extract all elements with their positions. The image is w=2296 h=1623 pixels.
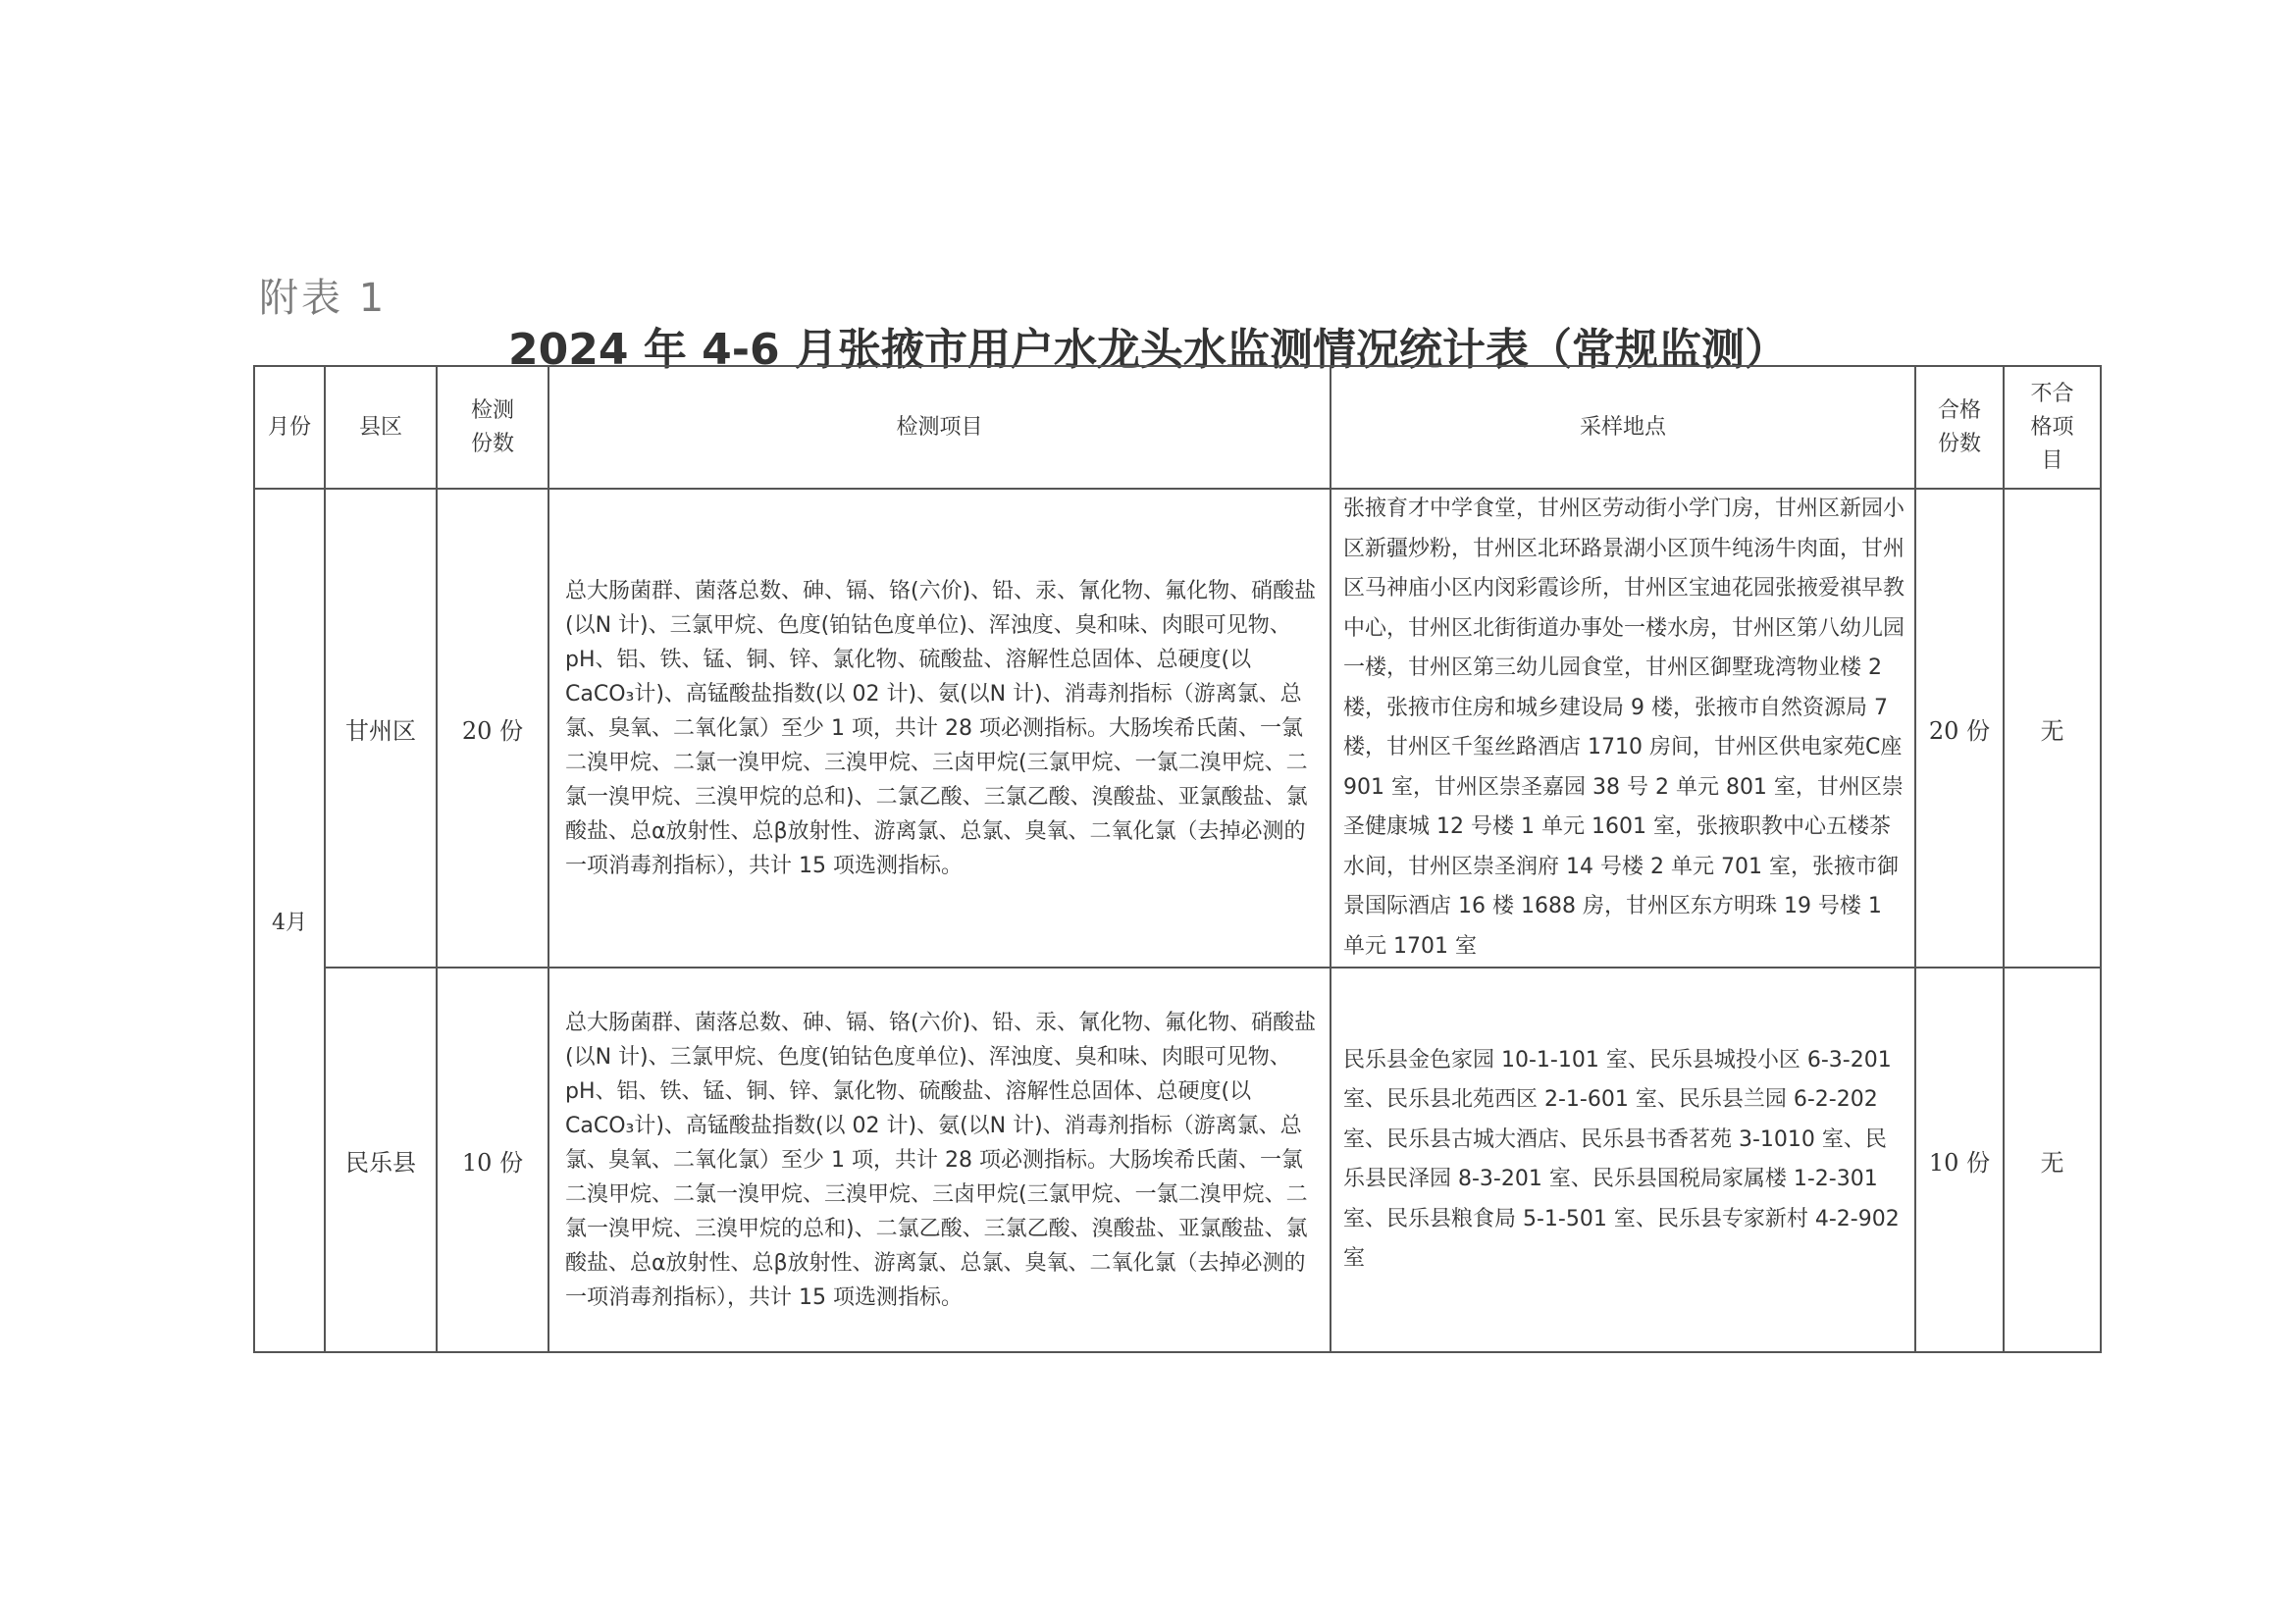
table-row — [254, 968, 2101, 1352]
county-cell: 民乐县 — [325, 968, 437, 1352]
test-items-cell: 总大肠菌群、菌落总数、砷、镉、铬(六价)、铅、汞、氰化物、氟化物、硝酸盐(以N 计)、三氯甲烷、色度(铂钴色度单位)、浑浊度、臭和味、肉眼可见物、pH、铝、铁、锰、铜、锌、氯化物、硫酸盐、溶解性总固体、总硬度(以CaCO₃计)、高锰酸盐指数(以 02 计)、氨(以N 计)、消毒剂指标（游离氯、总氯、臭氧、二氧化氯）至少 1 项，共计 28 项必测指标。大肠埃希氏菌、一氯二溴甲烷、二氯一溴甲烷、三溴甲烷、三卤甲烷(三氯甲烷、一氯二溴甲烷、二氯一溴甲烷、三溴甲烷的总和)、二氯乙酸、三氯乙酸、溴酸盐、亚氯酸盐、氯酸盐、总α放射性、总β放射性、游离氯、总氯、臭氧、二氧化氯（去掉必测的一项消毒剂指标），共计 15 项选测指标。 — [548, 968, 1331, 1352]
table-header-row — [254, 366, 2101, 489]
test-count-cell: 10 份 — [437, 968, 548, 1352]
header-test-items: 检测项目 — [548, 366, 1331, 489]
header-month: 月份 — [254, 366, 325, 489]
month-cell: 4月 — [254, 489, 325, 1352]
attachment-label: 附表 1 — [259, 276, 388, 321]
monitoring-table — [253, 365, 2102, 1353]
page-title: 2024 年 4-6 月张掖市用户水龙头水监测情况统计表（常规监测） — [508, 325, 1788, 375]
fail-items-cell: 无 — [2004, 489, 2101, 968]
test-count-cell: 20 份 — [437, 489, 548, 968]
table-row — [254, 489, 2101, 968]
sampling-sites-cell: 民乐县金色家园 10-1-101 室、民乐县城投小区 6-3-201 室、民乐县北苑西区 2-1-601 室、民乐县兰园 6-2-202 室、民乐县古城大酒店、民乐县书香茗苑 3-1010 室、民乐县民泽园 8-3-201 室、民乐县国税局家属楼 1-2-301 室、民乐县粮食局 5-1-501 室、民乐县专家新村 4-2-902 室 — [1331, 968, 1915, 1352]
header-fail-items: 不合格项目 — [2004, 366, 2101, 489]
header-sampling-sites: 采样地点 — [1331, 366, 1915, 489]
sampling-sites-cell: 张掖育才中学食堂，甘州区劳动街小学门房，甘州区新园小区新疆炒粉，甘州区北环路景湖小区顶牛纯汤牛肉面，甘州区马神庙小区内闵彩霞诊所，甘州区宝迪花园张掖爱祺早教中心，甘州区北街街道办事处一楼水房，甘州区第八幼儿园一楼，甘州区第三幼儿园食堂，甘州区御墅珑湾物业楼 2 楼，张掖市住房和城乡建设局 9 楼，张掖市自然资源局 7 楼，甘州区千玺丝路酒店 1710 房间，甘州区供电家苑C座 901 室，甘州区崇圣嘉园 38 号 2 单元 801 室，甘州区崇圣健康城 12 号楼 1 单元 1601 室，张掖职教中心五楼茶水间，甘州区崇圣润府 14 号楼 2 单元 701 室，张掖市御景国际酒店 16 楼 1688 房，甘州区东方明珠 19 号楼 1 单元 1701 室 — [1331, 489, 1915, 968]
header-county: 县区 — [325, 366, 437, 489]
header-test-count: 检测份数 — [437, 366, 548, 489]
pass-count-cell: 10 份 — [1915, 968, 2004, 1352]
fail-items-cell: 无 — [2004, 968, 2101, 1352]
county-cell: 甘州区 — [325, 489, 437, 968]
header-pass-count: 合格份数 — [1915, 366, 2004, 489]
test-items-cell: 总大肠菌群、菌落总数、砷、镉、铬(六价)、铅、汞、氰化物、氟化物、硝酸盐(以N 计)、三氯甲烷、色度(铂钴色度单位)、浑浊度、臭和味、肉眼可见物、pH、铝、铁、锰、铜、锌、氯化物、硫酸盐、溶解性总固体、总硬度(以CaCO₃计)、高锰酸盐指数(以 02 计)、氨(以N 计)、消毒剂指标（游离氯、总氯、臭氧、二氧化氯）至少 1 项，共计 28 项必测指标。大肠埃希氏菌、一氯二溴甲烷、二氯一溴甲烷、三溴甲烷、三卤甲烷(三氯甲烷、一氯二溴甲烷、二氯一溴甲烷、三溴甲烷的总和)、二氯乙酸、三氯乙酸、溴酸盐、亚氯酸盐、氯酸盐、总α放射性、总β放射性、游离氯、总氯、臭氧、二氧化氯（去掉必测的一项消毒剂指标），共计 15 项选测指标。 — [548, 489, 1331, 968]
pass-count-cell: 20 份 — [1915, 489, 2004, 968]
